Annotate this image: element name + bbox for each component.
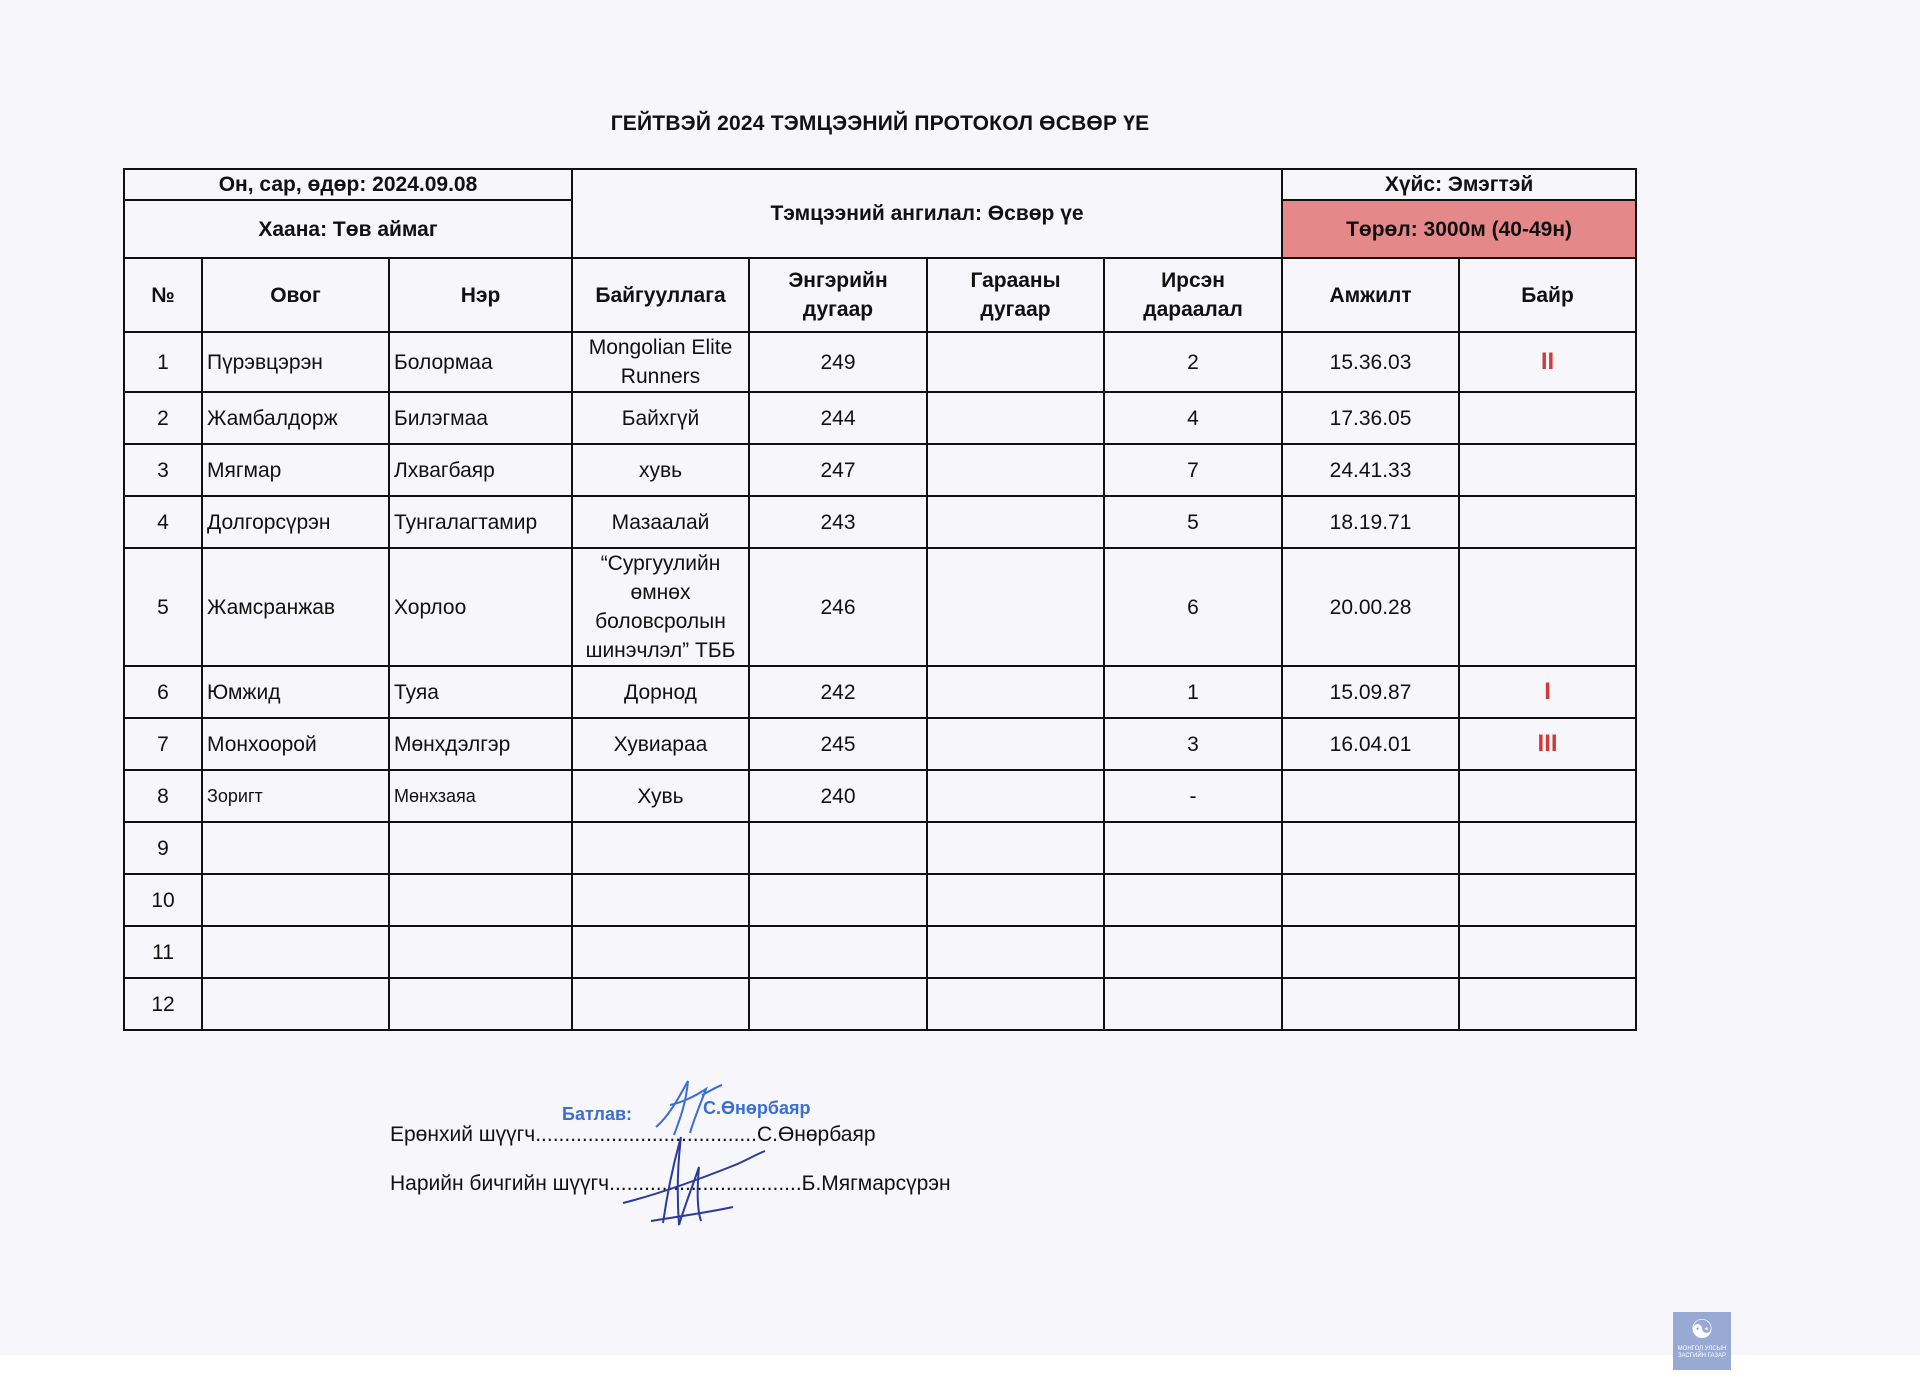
- organization-line: Мазаалай: [611, 510, 710, 534]
- cell-result: 15.09.87: [1282, 666, 1459, 718]
- cell-finish-order: 4: [1104, 392, 1282, 444]
- cell-place: [1459, 496, 1636, 548]
- cell-start-number: [927, 718, 1104, 770]
- cell-bib: 249: [749, 332, 927, 392]
- cell-num: 11: [124, 926, 202, 978]
- cell-place: [1459, 332, 1636, 392]
- table-row: [124, 874, 1636, 926]
- cell-surname: Монхоорой: [202, 718, 389, 770]
- cell-place: [1459, 718, 1636, 770]
- organization-line: Runners: [620, 365, 701, 388]
- cell-num: 10: [124, 874, 202, 926]
- cell-bib: 242: [749, 666, 927, 718]
- cell-finish-order: [1104, 978, 1282, 1030]
- col-surname: Овог: [202, 258, 389, 332]
- header-category: Тэмцээний ангилал: Өсвөр үе: [572, 169, 1282, 258]
- cell-finish-order: 6: [1104, 548, 1282, 666]
- cell-bib: 240: [749, 770, 927, 822]
- cell-organization: [572, 444, 749, 496]
- cell-num: 2: [124, 392, 202, 444]
- secretary-signature: [615, 1125, 775, 1235]
- cell-organization: [572, 718, 749, 770]
- organization-line: Mongolian Elite: [588, 336, 733, 359]
- cell-finish-order: -: [1104, 770, 1282, 822]
- cell-bib: 247: [749, 444, 927, 496]
- organization-line: “Сургуулийн: [600, 552, 721, 575]
- cell-place: [1459, 874, 1636, 926]
- cell-finish-order: 2: [1104, 332, 1282, 392]
- cell-num: 5: [124, 548, 202, 666]
- table-row: [124, 392, 1636, 444]
- cell-num: 1: [124, 332, 202, 392]
- cell-place: [1459, 822, 1636, 874]
- cell-finish-order: [1104, 822, 1282, 874]
- cell-surname: [202, 926, 389, 978]
- cell-result: [1282, 770, 1459, 822]
- cell-place: [1459, 926, 1636, 978]
- cell-organization: [572, 548, 749, 666]
- cell-surname: Долгорсүрэн: [202, 496, 389, 548]
- protocol-table: [123, 168, 1637, 1031]
- cell-surname: Юмжид: [202, 666, 389, 718]
- cell-bib: [749, 874, 927, 926]
- cell-num: 12: [124, 978, 202, 1030]
- cell-num: 6: [124, 666, 202, 718]
- cell-name: Болормаа: [389, 332, 572, 392]
- cell-num: 9: [124, 822, 202, 874]
- col-num: №: [124, 258, 202, 332]
- approval-label: Батлав:: [562, 1104, 633, 1124]
- cell-place: [1459, 770, 1636, 822]
- cell-result: [1282, 978, 1459, 1030]
- cell-name: [389, 874, 572, 926]
- cell-finish-order: 3: [1104, 718, 1282, 770]
- cell-name: [389, 822, 572, 874]
- cell-surname: Зоригт: [202, 770, 389, 822]
- cell-start-number: [927, 926, 1104, 978]
- cell-num: 3: [124, 444, 202, 496]
- cell-start-number: [927, 822, 1104, 874]
- cell-organization: [572, 332, 749, 392]
- approval-name: С.Өнөрбаяр: [703, 1098, 811, 1118]
- cell-start-number: [927, 548, 1104, 666]
- cell-surname: Жамсранжав: [202, 548, 389, 666]
- organization-line: Дорнод: [624, 680, 697, 704]
- cell-organization: [572, 392, 749, 444]
- emblem-caption-1: МОНГОЛ УЛСЫН: [1677, 1346, 1727, 1352]
- cell-place: [1459, 548, 1636, 666]
- table-row: [124, 332, 1636, 392]
- cell-result: [1282, 822, 1459, 874]
- col-organization: Байгууллага: [572, 258, 749, 332]
- header-location: Хаана: Төв аймаг: [124, 200, 572, 258]
- bottom-strip: [0, 1355, 1920, 1395]
- cell-place: [1459, 978, 1636, 1030]
- organization-line: Хувиараа: [613, 732, 708, 756]
- table-row: [124, 718, 1636, 770]
- cell-result: [1282, 874, 1459, 926]
- cell-finish-order: 7: [1104, 444, 1282, 496]
- cell-result: 15.36.03: [1282, 332, 1459, 392]
- cell-name: Лхвагбаяр: [389, 444, 572, 496]
- col-result: Амжилт: [1282, 258, 1459, 332]
- organization-line: хувь: [638, 458, 683, 482]
- table-row: [124, 822, 1636, 874]
- cell-result: 17.36.05: [1282, 392, 1459, 444]
- cell-result: 16.04.01: [1282, 718, 1459, 770]
- cell-organization: [572, 770, 749, 822]
- table-row: [124, 548, 1636, 666]
- organization-line: Байхгүй: [621, 406, 700, 430]
- cell-place: [1459, 392, 1636, 444]
- cell-start-number: [927, 392, 1104, 444]
- cell-bib: 245: [749, 718, 927, 770]
- cell-bib: 243: [749, 496, 927, 548]
- place-mark: I: [1544, 678, 1551, 705]
- cell-surname: Жамбалдорж: [202, 392, 389, 444]
- cell-surname: Пүрэвцэрэн: [202, 332, 389, 392]
- cell-start-number: [927, 978, 1104, 1030]
- cell-start-number: [927, 666, 1104, 718]
- cell-num: 8: [124, 770, 202, 822]
- table-body: [124, 332, 1636, 1030]
- cell-organization: [572, 496, 749, 548]
- cell-bib: 244: [749, 392, 927, 444]
- cell-name: Туяа: [389, 666, 572, 718]
- chief-judge-dots: ......................................: [535, 1123, 757, 1146]
- col-start-number: Гарааны дугаар: [927, 258, 1104, 332]
- approval-stamp: [562, 1098, 811, 1125]
- cell-name: Мөнхзаяа: [389, 770, 572, 822]
- cell-bib: [749, 926, 927, 978]
- government-emblem: [1673, 1312, 1731, 1370]
- cell-organization: [572, 926, 749, 978]
- cell-organization: [572, 978, 749, 1030]
- secretary-name: Б.Мягмарсүрэн: [801, 1172, 951, 1195]
- cell-bib: [749, 822, 927, 874]
- col-place: Байр: [1459, 258, 1636, 332]
- organization-line: шинэчлэл” ТББ: [585, 639, 736, 662]
- soyombo-icon: ☯: [1690, 1314, 1714, 1344]
- table-row: [124, 978, 1636, 1030]
- cell-num: 4: [124, 496, 202, 548]
- table-row: [124, 444, 1636, 496]
- cell-finish-order: [1104, 874, 1282, 926]
- emblem-caption-2: ЗАСГИЙН ГАЗАР: [1677, 1353, 1727, 1359]
- organization-line: Хувь: [637, 784, 684, 808]
- table-row: [124, 666, 1636, 718]
- cell-surname: [202, 874, 389, 926]
- table-row: [124, 926, 1636, 978]
- organization-line: өмнөх: [630, 581, 691, 604]
- place-mark: II: [1540, 348, 1555, 375]
- cell-organization: [572, 822, 749, 874]
- cell-start-number: [927, 874, 1104, 926]
- cell-result: [1282, 926, 1459, 978]
- cell-name: Мөнхдэлгэр: [389, 718, 572, 770]
- table-row: [124, 770, 1636, 822]
- cell-bib: 246: [749, 548, 927, 666]
- cell-organization: [572, 666, 749, 718]
- header-gender: Хүйс: Эмэгтэй: [1282, 169, 1636, 200]
- cell-result: 20.00.28: [1282, 548, 1459, 666]
- document-title: ГЕЙТВЭЙ 2024 ТЭМЦЭЭНИЙ ПРОТОКОЛ ӨСВӨР ҮЕ: [610, 112, 1150, 135]
- cell-name: Хорлоо: [389, 548, 572, 666]
- secretary-dots: .................................: [609, 1172, 802, 1195]
- cell-start-number: [927, 496, 1104, 548]
- cell-bib: [749, 978, 927, 1030]
- cell-finish-order: 5: [1104, 496, 1282, 548]
- cell-start-number: [927, 444, 1104, 496]
- cell-surname: Мягмар: [202, 444, 389, 496]
- cell-surname: [202, 978, 389, 1030]
- col-bib: Энгэрийн дугаар: [749, 258, 927, 332]
- cell-finish-order: 1: [1104, 666, 1282, 718]
- cell-place: [1459, 666, 1636, 718]
- cell-start-number: [927, 770, 1104, 822]
- chief-judge-name: С.Өнөрбаяр: [756, 1123, 876, 1146]
- table-row: [124, 496, 1636, 548]
- cell-result: 18.19.71: [1282, 496, 1459, 548]
- organization-line: боловсролын: [595, 610, 726, 633]
- cell-name: [389, 978, 572, 1030]
- col-name: Нэр: [389, 258, 572, 332]
- cell-organization: [572, 874, 749, 926]
- col-finish-order: Ирсэн дараалал: [1104, 258, 1282, 332]
- cell-start-number: [927, 332, 1104, 392]
- cell-name: [389, 926, 572, 978]
- header-date: Он, сар, өдөр: 2024.09.08: [124, 169, 572, 200]
- cell-num: 7: [124, 718, 202, 770]
- secretary-label: Нарийн бичгийн шүүгч: [390, 1172, 610, 1195]
- chief-judge-label: Ерөнхий шүүгч: [390, 1123, 536, 1146]
- cell-result: 24.41.33: [1282, 444, 1459, 496]
- cell-place: [1459, 444, 1636, 496]
- header-event-type: Төрөл: 3000м (40-49н): [1282, 200, 1636, 258]
- cell-name: Тунгалагтамир: [389, 496, 572, 548]
- cell-finish-order: [1104, 926, 1282, 978]
- cell-name: Билэгмаа: [389, 392, 572, 444]
- place-mark: III: [1537, 730, 1558, 757]
- cell-surname: [202, 822, 389, 874]
